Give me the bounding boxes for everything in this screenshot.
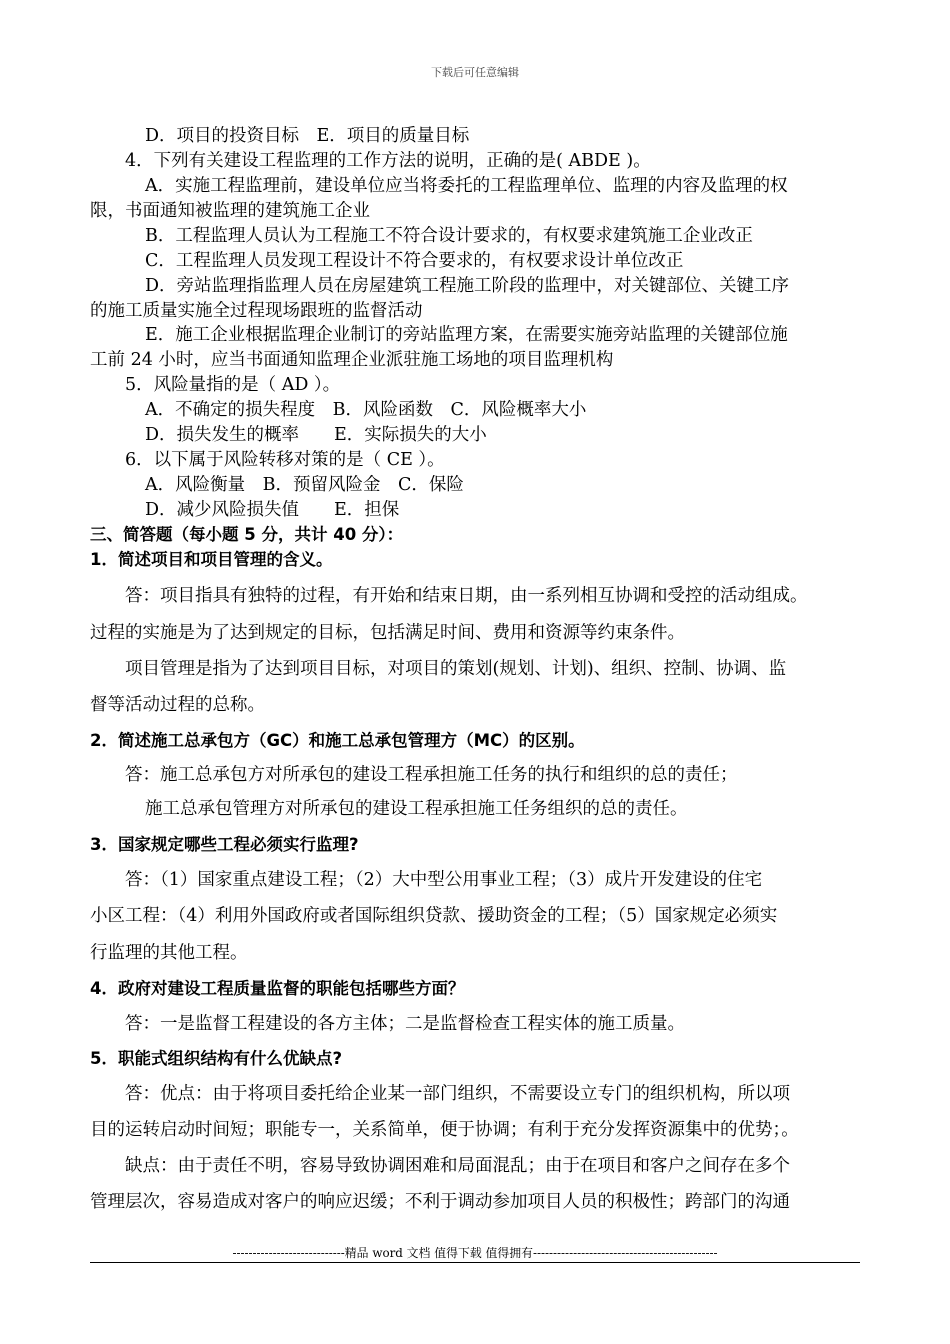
option-line: E．施工企业根据监理企业制订的旁站监理方案，在需要实施旁站监理的关键部位施 (145, 325, 788, 345)
footer-rule (90, 1262, 860, 1263)
answer-line: 答：（1）国家重点建设工程；（2）大中型公用事业工程；（3）成片开发建设的住宅 (125, 870, 763, 890)
question-6: 6．以下属于风险转移对策的是（ CE ）。 (125, 450, 445, 470)
option-line: D．损失发生的概率 E．实际损失的大小 (145, 425, 487, 445)
section-heading: 三、简答题（每小题 5 分，共计 40 分）： (90, 525, 404, 544)
answer-line: 小区工程：（4）利用外国政府或者国际组织贷款、援助资金的工程；（5）国家规定必须实 (90, 906, 778, 926)
option-line: D．项目的投资目标 E．项目的质量目标 (145, 126, 470, 146)
short-question-5: 5．职能式组织结构有什么优缺点? (90, 1049, 343, 1068)
option-line: A．不确定的损失程度 B．风险函数 C．风险概率大小 (145, 400, 587, 420)
answer-line: 答：施工总承包方对所承包的建设工程承担施工任务的执行和组织的总的责任； (125, 765, 738, 785)
answer-line: 项目管理是指为了达到项目目标，对项目的策划(规划、计划)、组织、控制、协调、监 (125, 659, 787, 679)
page-footer: ----------------------------精品 word 文档 值得下载 值得拥有---------------------------------------------- (232, 1246, 718, 1260)
option-line: B．工程监理人员认为工程施工不符合设计要求的，有权要求建筑施工企业改正 (145, 226, 753, 246)
answer-line: 督等活动过程的总称。 (90, 695, 265, 715)
option-line: C．工程监理人员发现工程设计不符合要求的，有权要求设计单位改正 (145, 251, 684, 271)
option-line: A．风险衡量 B．预留风险金 C．保险 (145, 475, 464, 495)
answer-line: 缺点：由于责任不明，容易导致协调困难和局面混乱；由于在项目和客户之间存在多个 (125, 1156, 790, 1176)
answer-line: 过程的实施是为了达到规定的目标，包括满足时间、费用和资源等约束条件。 (90, 623, 685, 643)
page-header: 下载后可任意编辑 (431, 66, 519, 79)
short-question-1: 1．简述项目和项目管理的含义。 (90, 550, 333, 569)
short-question-2: 2．简述施工总承包方（GC）和施工总承包管理方（MC）的区别。 (90, 731, 585, 750)
answer-line: 管理层次，容易造成对客户的响应迟缓；不利于调动参加项目人员的积极性；跨部门的沟通 (90, 1192, 790, 1212)
question-5: 5．风险量指的是（ AD ）。 (125, 375, 341, 395)
option-line: D．旁站监理指监理人员在房屋建筑工程施工阶段的监理中，对关键部位、关键工序 (145, 276, 790, 296)
short-question-4: 4．政府对建设工程质量监督的职能包括哪些方面？ (90, 979, 465, 998)
option-continuation: 的施工质量实施全过程现场跟班的监督活动 (90, 301, 423, 321)
option-line: D．减少风险损失值 E．担保 (145, 500, 400, 520)
answer-line: 答：一是监督工程建设的各方主体；二是监督检查工程实体的施工质量。 (125, 1014, 685, 1034)
question-4: 4．下列有关建设工程监理的工作方法的说明，正确的是( ABDE )。 (125, 151, 651, 171)
option-continuation: 限，书面通知被监理的建筑施工企业 (90, 201, 370, 221)
short-question-3: 3．国家规定哪些工程必须实行监理? (90, 835, 359, 854)
answer-line: 施工总承包管理方对所承包的建设工程承担施工任务组织的总的责任。 (145, 799, 688, 819)
option-line: A．实施工程监理前，建设单位应当将委托的工程监理单位、监理的内容及监理的权 (145, 176, 788, 196)
answer-line: 答：优点：由于将项目委托给企业某一部门组织，不需要设立专门的组织机构，所以项 (125, 1084, 790, 1104)
answer-line: 答：项目指具有独特的过程，有开始和结束日期，由一系列相互协调和受控的活动组成。 (125, 586, 808, 606)
answer-line: 行监理的其他工程。 (90, 943, 248, 963)
answer-line: 目的运转启动时间短；职能专一，关系简单，便于协调；有利于充分发挥资源集中的优势；。 (90, 1120, 799, 1140)
option-continuation: 工前 24 小时，应当书面通知监理企业派驻施工场地的项目监理机构 (90, 350, 614, 370)
